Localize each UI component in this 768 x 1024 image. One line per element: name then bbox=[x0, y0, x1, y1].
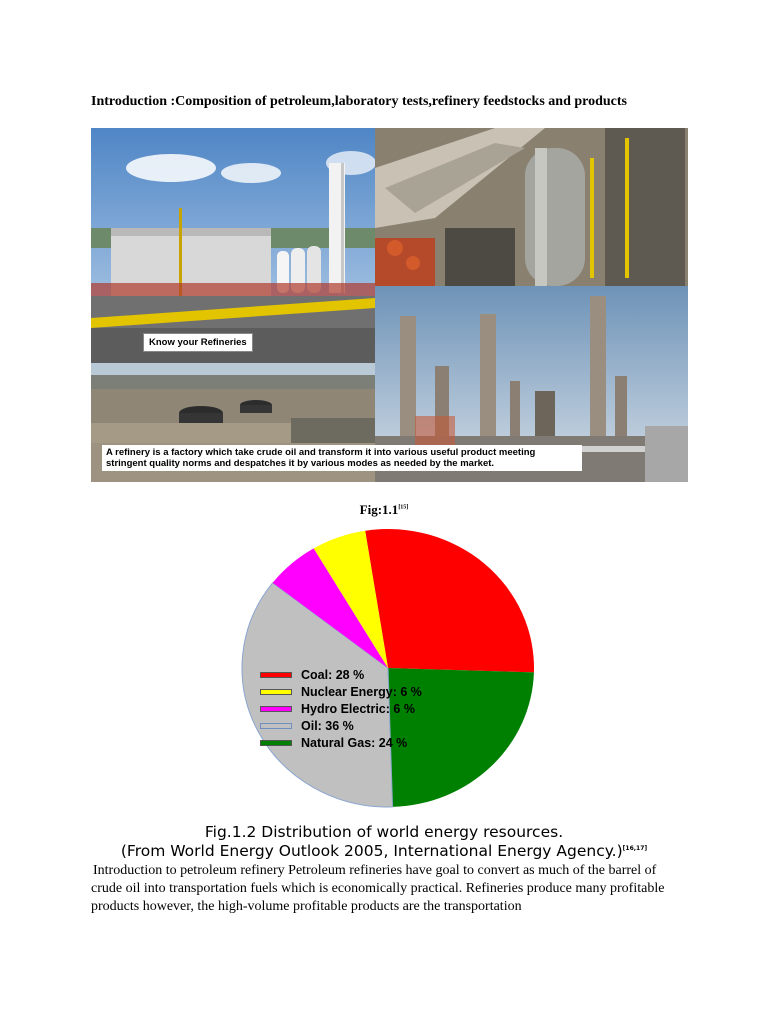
legend-swatch bbox=[260, 740, 292, 746]
know-your-refineries-caption: Know your Refineries bbox=[143, 333, 253, 352]
legend-label: Oil: 36 % bbox=[301, 718, 354, 733]
legend-swatch bbox=[260, 672, 292, 678]
legend-item-coal bbox=[260, 666, 422, 683]
pie-legend bbox=[260, 666, 422, 751]
refinery-definition-caption: A refinery is a factory which take crude oil and transform it into various useful product meeting stringent quality norms and despatches it by various modes as needed by the market. bbox=[102, 445, 582, 471]
legend-label: Natural Gas: 24 % bbox=[301, 735, 408, 750]
page-heading: Introduction :Composition of petroleum,laboratory tests,refinery feedstocks and products bbox=[91, 94, 628, 109]
refinery-photo-2 bbox=[375, 128, 688, 286]
legend-label: Hydro Electric: 6 % bbox=[301, 701, 415, 716]
legend-swatch bbox=[260, 689, 292, 695]
figure-2-ref: [16,17] bbox=[622, 844, 648, 852]
legend-item-nuclear-energy bbox=[260, 683, 422, 700]
refinery-photo-collage bbox=[91, 128, 688, 482]
figure-2-caption-line-2 bbox=[0, 842, 768, 860]
legend-item-hydro-electric bbox=[260, 700, 422, 717]
figure-1-label-text: Fig:1.1 bbox=[359, 502, 399, 517]
refinery-photo-1 bbox=[91, 128, 375, 363]
legend-label: Coal: 28 % bbox=[301, 667, 365, 682]
body-paragraph: Introduction to petroleum refinery Petroleum refineries have goal to convert as much of the barrel of crude oil into transportation fuels which is economically practical. Refineries produce many profitable products however, the high-volume profitable products are the transportation bbox=[91, 863, 665, 914]
pie-slice-coal bbox=[365, 529, 534, 672]
figure-2-caption-line-1: Fig.1.2 Distribution of world energy resources. bbox=[204, 823, 564, 841]
legend-label: Nuclear Energy: 6 % bbox=[301, 684, 422, 699]
legend-item-oil bbox=[260, 717, 422, 734]
legend-item-natural-gas bbox=[260, 734, 422, 751]
figure-1-label bbox=[0, 502, 768, 518]
legend-swatch bbox=[260, 723, 292, 729]
legend-swatch bbox=[260, 706, 292, 712]
figure-1-ref: [15] bbox=[398, 504, 409, 511]
figure-2-caption-source: (From World Energy Outlook 2005, International Energy Agency.) bbox=[120, 842, 623, 860]
